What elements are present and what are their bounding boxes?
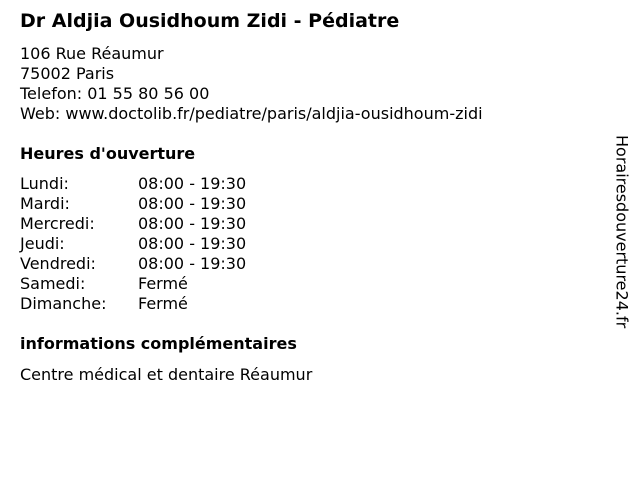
opening-hours-table <box>20 174 246 314</box>
hours-row-friday <box>20 254 246 274</box>
phone-number: Telefon: 01 55 80 56 00 <box>20 84 210 103</box>
hours-value: 08:00 - 19:30 <box>138 194 247 213</box>
hours-value: Fermé <box>138 274 188 293</box>
day-label: Mardi: <box>20 194 70 213</box>
hours-row-saturday <box>20 274 246 294</box>
day-label: Lundi: <box>20 174 69 193</box>
brand-watermark: Horairesdouverture24.fr <box>612 135 632 329</box>
hours-row-tuesday <box>20 194 246 214</box>
page-title: Dr Aldjia Ousidhoum Zidi - Pédiatre <box>20 10 400 32</box>
street-address: 106 Rue Réaumur <box>20 44 164 63</box>
day-label: Mercredi: <box>20 214 95 233</box>
hours-value: 08:00 - 19:30 <box>138 254 247 273</box>
hours-value: 08:00 - 19:30 <box>138 234 247 253</box>
hours-value: Fermé <box>138 294 188 313</box>
address-block <box>20 44 483 124</box>
hours-row-monday <box>20 174 246 194</box>
hours-row-thursday <box>20 234 246 254</box>
day-label: Dimanche: <box>20 294 107 313</box>
website-url: Web: www.doctolib.fr/pediatre/paris/aldjia-ousidhoum-zidi <box>20 104 483 123</box>
additional-info-text: Centre médical et dentaire Réaumur <box>20 365 313 384</box>
hours-row-wednesday <box>20 214 246 234</box>
day-label: Vendredi: <box>20 254 96 273</box>
day-label: Jeudi: <box>20 234 65 253</box>
hours-value: 08:00 - 19:30 <box>138 174 247 193</box>
hours-value: 08:00 - 19:30 <box>138 214 247 233</box>
day-label: Samedi: <box>20 274 86 293</box>
additional-info-heading: informations complémentaires <box>20 334 297 353</box>
hours-row-sunday <box>20 294 246 314</box>
opening-hours-heading: Heures d'ouverture <box>20 144 196 163</box>
city-postal: 75002 Paris <box>20 64 115 83</box>
